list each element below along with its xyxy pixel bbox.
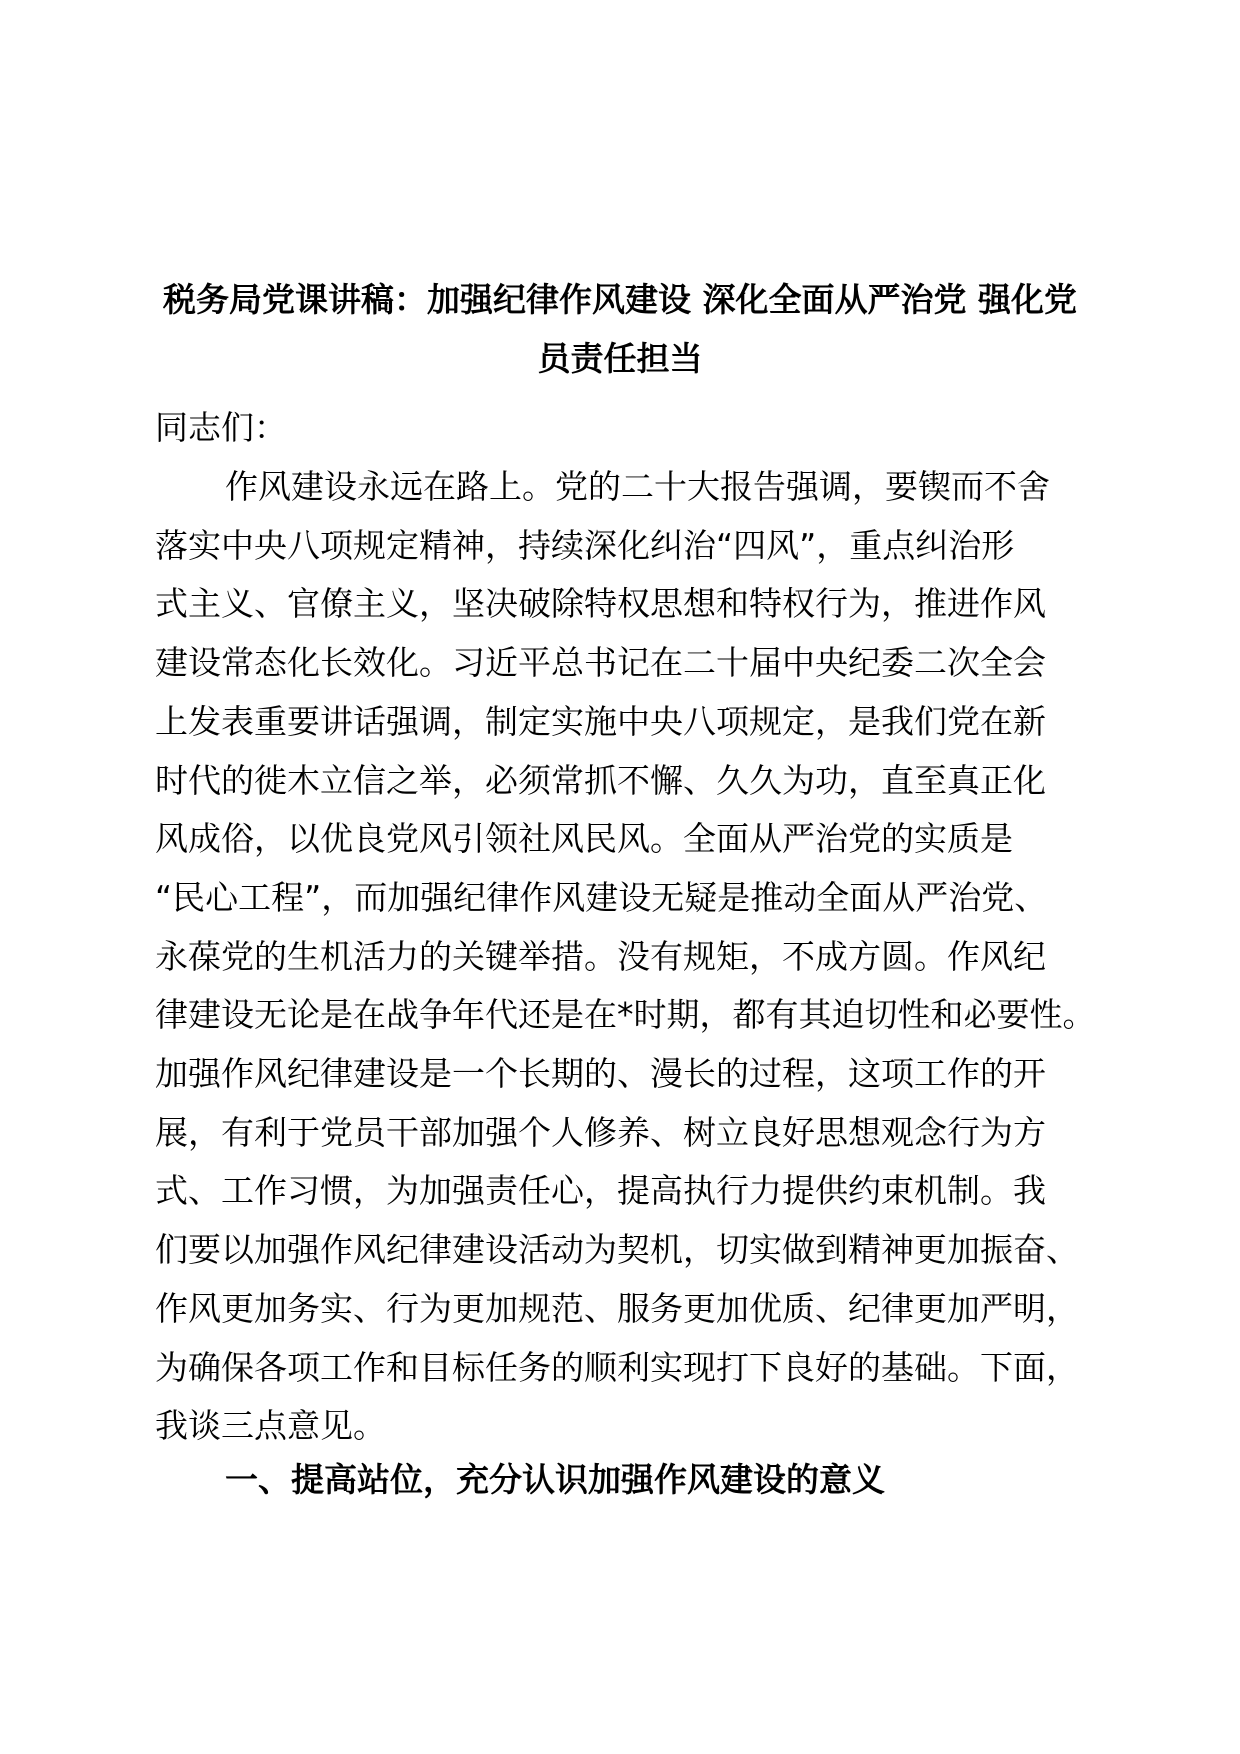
document-title-line-2: 员责任担当 — [537, 339, 703, 378]
paragraph-line: 式、工作习惯，为加强责任心，提高执行力提供约束机制。我 — [155, 1171, 1046, 1211]
paragraph-line: 作风更加务实、行为更加规范、服务更加优质、纪律更加严明， — [155, 1288, 1079, 1328]
paragraph-line: 上发表重要讲话强调，制定实施中央八项规定，是我们党在新 — [155, 701, 1046, 741]
paragraph-line: 加强作风纪律建设是一个长期的、漫长的过程，这项工作的开 — [155, 1054, 1046, 1093]
paragraph-line: 时代的徙木立信之举，必须常抓不懈、久久为功，直至真正化 — [155, 760, 1046, 800]
paragraph-line: 们要以加强作风纪律建设活动为契机，切实做到精神更加振奋、 — [155, 1230, 1079, 1270]
paragraph-line: 式主义、官僚主义，坚决破除特权思想和特权行为，推进作风 — [155, 584, 1046, 624]
paragraph-line: “民心工程”，而加强纪律作风建设无疑是推动全面从严治党、 — [155, 877, 1048, 917]
paragraph-line: 我谈三点意见。 — [155, 1406, 386, 1446]
paragraph-line: 风成俗，以优良党风引领社风民风。全面从严治党的实质是 — [155, 819, 1013, 859]
paragraph-line: 建设常态化长效化。习近平总书记在二十届中央纪委二次全会 — [155, 643, 1046, 683]
paragraph-line: 落实中央八项规定精神，持续深化纠治“四风”，重点纠治形 — [155, 525, 1015, 565]
paragraph-line: 展，有利于党员干部加强个人修养、树立良好思想观念行为方 — [155, 1112, 1046, 1152]
document-title-line-1: 税务局党课讲稿：加强纪律作风建设 深化全面从严治党 强化党 — [163, 280, 1077, 319]
section-heading: 一、提高站位，充分认识加强作风建设的意义 — [225, 1460, 885, 1499]
paragraph-line: 律建设无论是在战争年代还是在*时期，都有其迫切性和必要性。 — [155, 995, 1096, 1035]
paragraph-line: 为确保各项工作和目标任务的顺利实现打下良好的基础。下面， — [155, 1347, 1079, 1387]
paragraph-line: 作风建设永远在路上。党的二十大报告强调，要锲而不舍 — [225, 467, 1050, 506]
paragraph-line: 永葆党的生机活力的关键举措。没有规矩，不成方圆。作风纪 — [155, 936, 1046, 976]
salutation: 同志们： — [155, 408, 287, 447]
